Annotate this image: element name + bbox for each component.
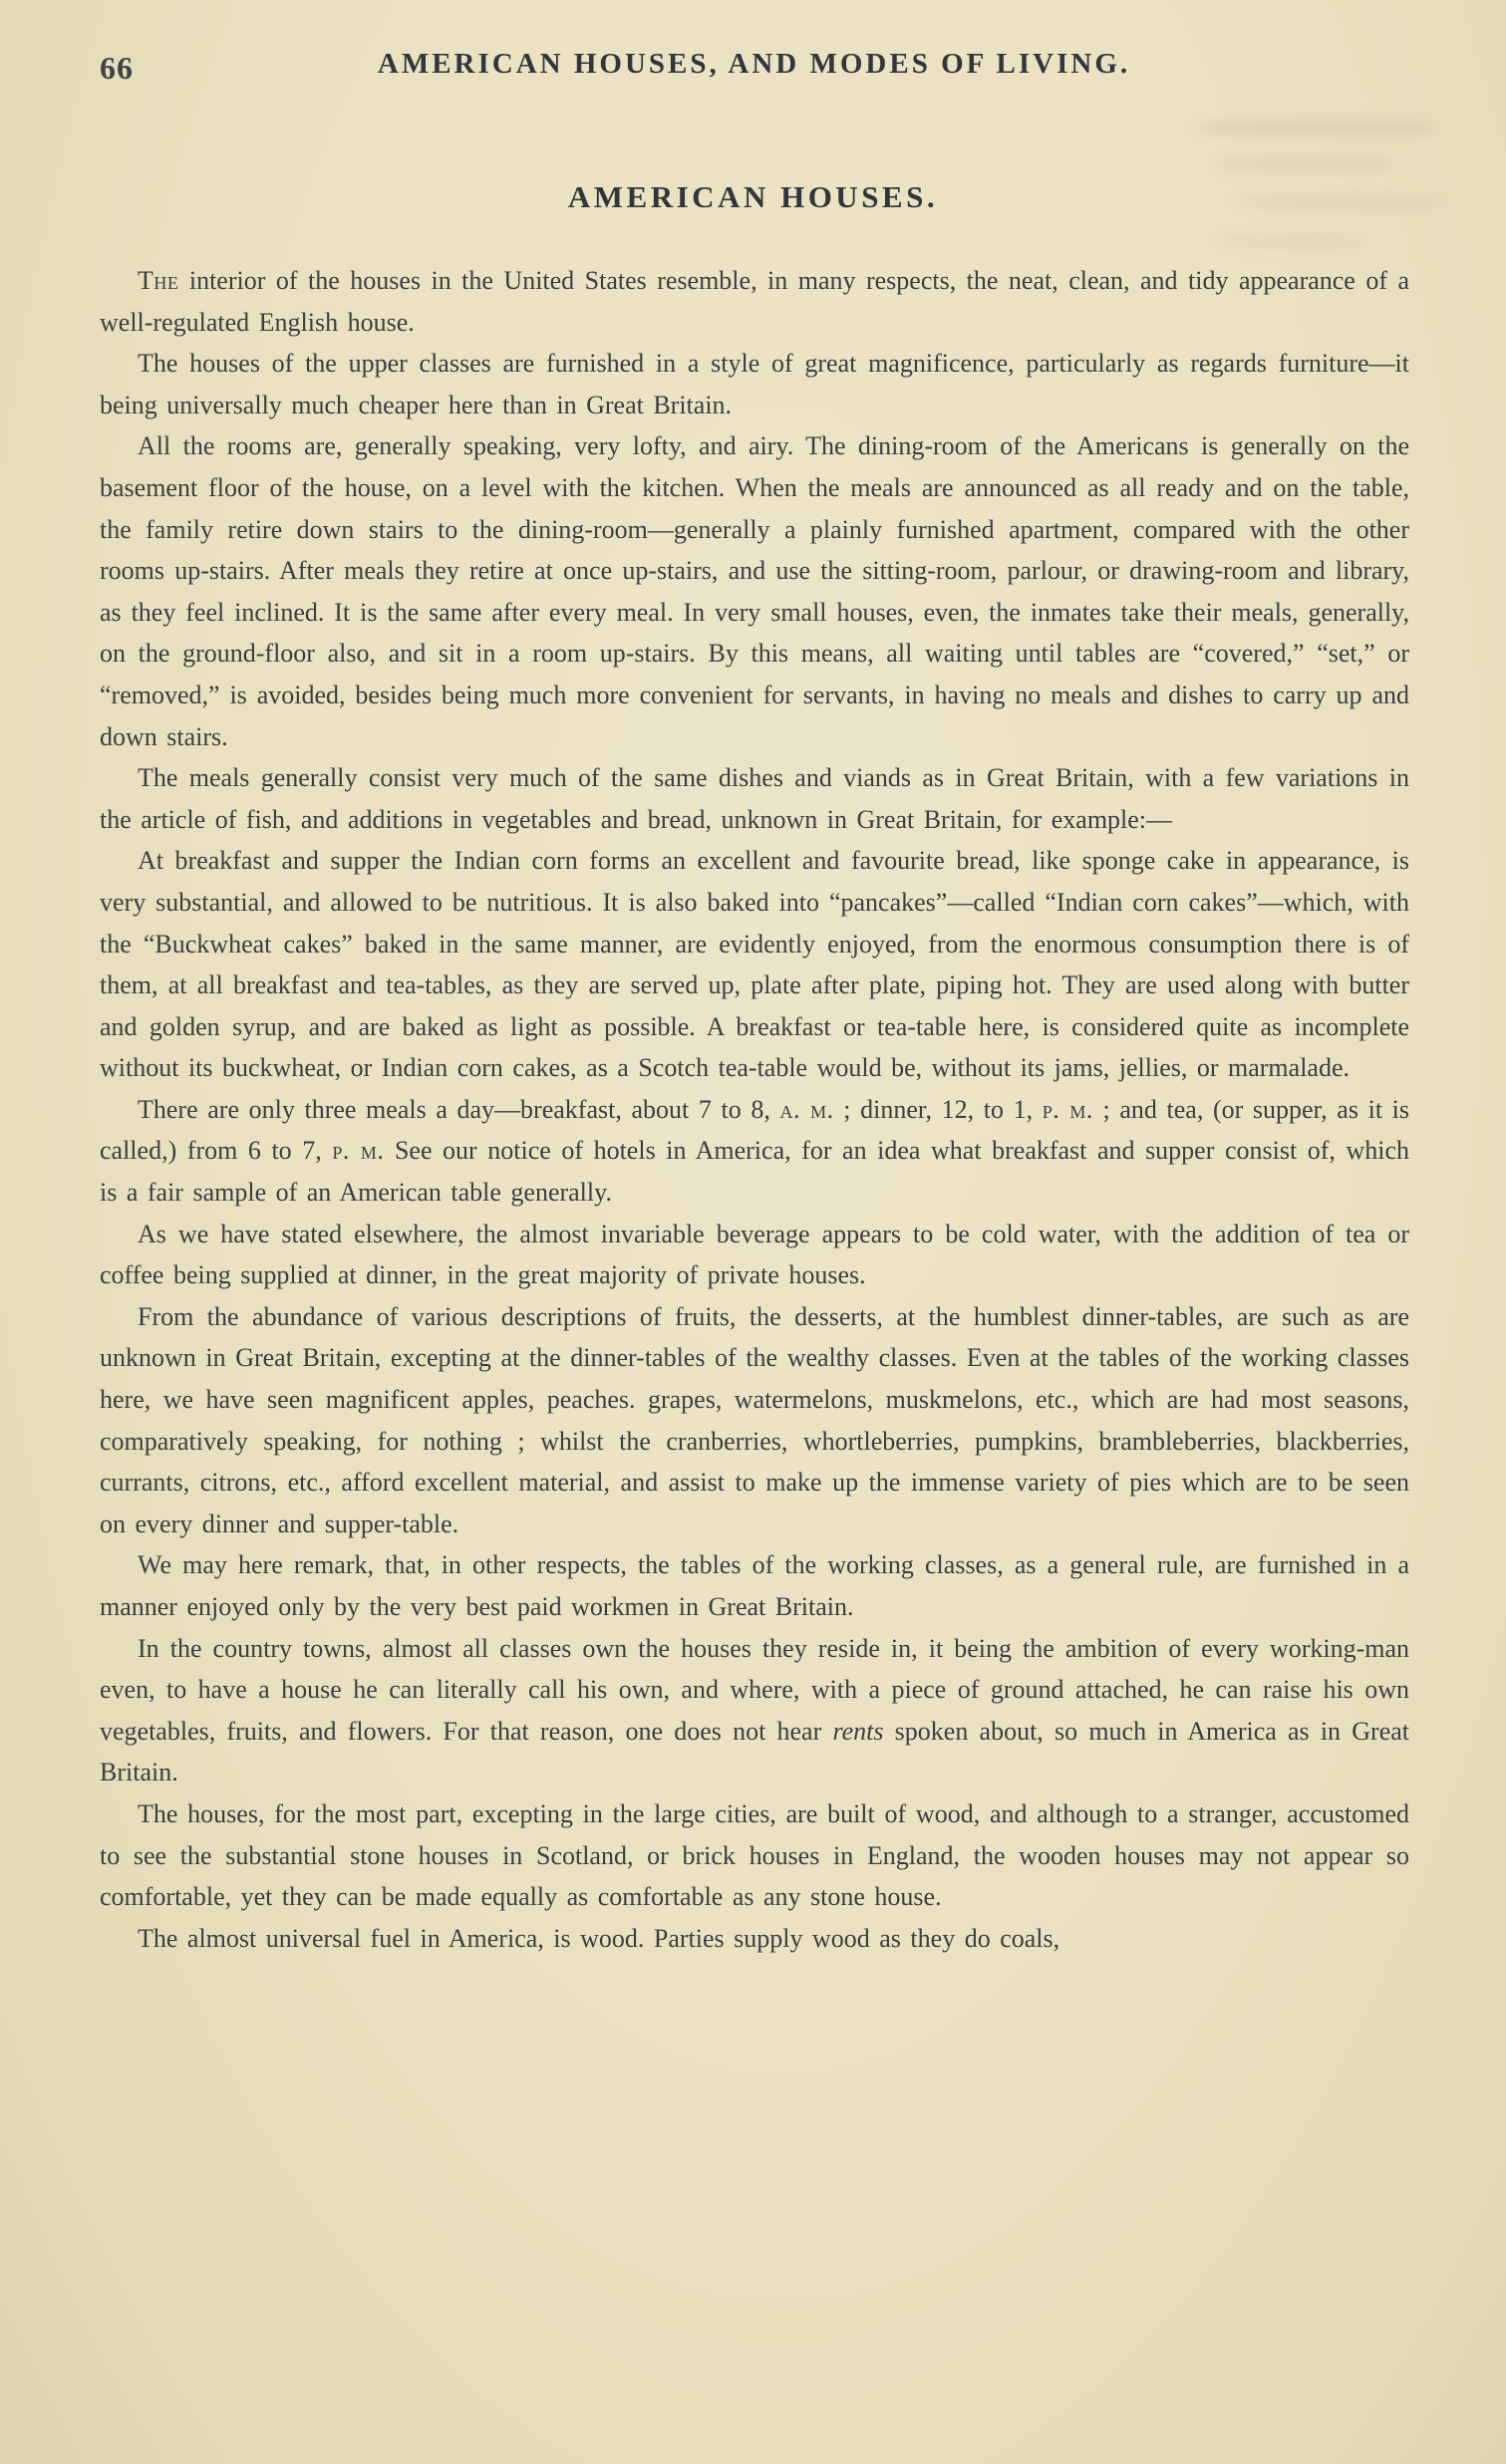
page-number: 66 (100, 50, 134, 86)
small-caps-text: The (138, 266, 179, 295)
body-run: The almost universal fuel in America, is wood. Parties supply wood as they do coals, (138, 1923, 1060, 1953)
body-run: spoken about, so much in America as in Great Britain. (100, 1716, 1409, 1787)
paragraph (100, 425, 1409, 757)
paragraph (100, 343, 1409, 425)
body-run: There are only three meals a day—breakfast, about 7 to 8, (138, 1094, 780, 1124)
paragraph (100, 757, 1409, 840)
body-run: interior of the houses in the United States resemble, in many respects, the neat, clean, and tidy appearance of a well-regulated English house. (100, 266, 1409, 337)
bleed-through-mark (1217, 235, 1366, 248)
paragraph (100, 840, 1409, 1089)
body-run: At breakfast and supper the Indian corn forms an excellent and favourite bread, like sponge cake in appearance, is very substantial, and allowed to be nutritious. It is also baked into “pancakes”—called “Indian corn cakes”—which, with the “Buckwheat cakes” baked in the same manner, are evidently enjoyed, from the enormous consumption there is of them, at all breakfast and tea-tables, as they are served up, plate after plate, piping hot. They are used along with butter and golden syrup, and are baked as light as possible. A breakfast or tea-table here, is considered quite as incomplete without its buckwheat, or Indian corn cakes, as a Scotch tea-table would be, without its jams, jellies, or marmalade. (100, 846, 1409, 1083)
body-run: The houses of the upper classes are furnished in a style of great magnificence, particularly as regards furniture—it being universally much cheaper here than in Great Britain. (100, 349, 1409, 419)
paragraph (100, 1214, 1409, 1296)
small-caps-text: a. m. (779, 1094, 834, 1124)
paragraph (100, 1793, 1409, 1918)
body-run: All the rooms are, generally speaking, very lofty, and airy. The dining-room of the Americans is generally on the basement floor of the house, on a level with the kitchen. When the meals are announced as all ready and on the table, the family retire down stairs to the dining-room—generally a plainly furnished apartment, compared with the other rooms up-stairs. After meals they retire at once up-stairs, and use the sitting-room, parlour, or drawing-room and library, as they feel inclined. It is the same after every meal. In very small houses, even, the inmates take their meals, generally, on the ground-floor also, and sit in a room up-stairs. By this means, all waiting until tables are “covered,” “set,” or “removed,” is avoided, besides being much more convenient for servants, in having no meals and dishes to carry up and down stairs. (100, 431, 1409, 751)
body-run: ; dinner, 12, to 1, (833, 1094, 1043, 1124)
running-header: AMERICAN HOUSES, AND MODES OF LIVING. (377, 48, 1131, 80)
page-title: AMERICAN HOUSES. (567, 179, 939, 214)
paragraph (100, 1544, 1409, 1627)
small-caps-text: p. m. (1042, 1094, 1093, 1124)
italic-text: rents (832, 1716, 884, 1746)
body-run: See our notice of hotels in America, for an idea what breakfast and supper consist of, which is a fair sample of an American table generally. (100, 1136, 1409, 1208)
body-run: We may here remark, that, in other respects, the tables of the working classes, as a general rule, are furnished in a manner enjoyed only by the very best paid workmen in Great Britain. (100, 1550, 1409, 1621)
body-run: The meals generally consist very much of the same dishes and viands as in Great Britain, with a few variations in the article of fish, and additions in vegetables and bread, unknown in Great Britain, for example:— (100, 763, 1409, 834)
bleed-through-mark (1197, 120, 1436, 136)
body-run: From the abundance of various descriptions of fruits, the desserts, at the humblest dinner-tables, are such as are unknown in Great Britain, excepting at the dinner-tables of the wealthy classes. Even at the tables of the working classes here, we have seen magnificent apples, peaches. grapes, watermelons, muskmelons, etc., which are had most seasons, comparatively speaking, for nothing ; whilst the cranberries, whortleberries, pumpkins, brambleberries, blackberries, currants, citrons, etc., afford excellent material, and assist to make up the immense variety of pies which are to be seen on every dinner and supper-table. (100, 1301, 1409, 1538)
body-run: As we have stated elsewhere, the almost invariable beverage appears to be cold water, with the addition of tea or coffee being supplied at dinner, in the great majority of private houses. (100, 1219, 1409, 1290)
page-header (100, 48, 1408, 92)
paragraph (100, 1089, 1409, 1214)
body-run: The houses, for the most part, excepting in the large cities, are built of wood, and although to a stranger, accustomed to see the substantial stone houses in Scotland, or brick houses in England, the wooden houses may not appear so comfortable, yet they can be made equally as comfortable as any stone house. (100, 1798, 1409, 1912)
bleed-through-mark (1217, 157, 1396, 171)
paragraph (100, 1918, 1409, 1960)
paragraph (100, 260, 1409, 343)
small-caps-text: p. m. (332, 1136, 385, 1166)
paragraph (100, 1628, 1409, 1793)
body-text (100, 260, 1409, 1959)
paragraph (100, 1296, 1409, 1545)
body-run: ; and tea, (or supper, as it is called,) from 6 to 7, (100, 1094, 1410, 1166)
body-run: In the country towns, almost all classes own the houses they reside in, it being the ambition of every working-man even, to have a house he can literally call his own, and where, with a piece of ground attached, he can raise his own vegetables, fruits, and flowers. For that reason, one does not hear (100, 1633, 1409, 1746)
